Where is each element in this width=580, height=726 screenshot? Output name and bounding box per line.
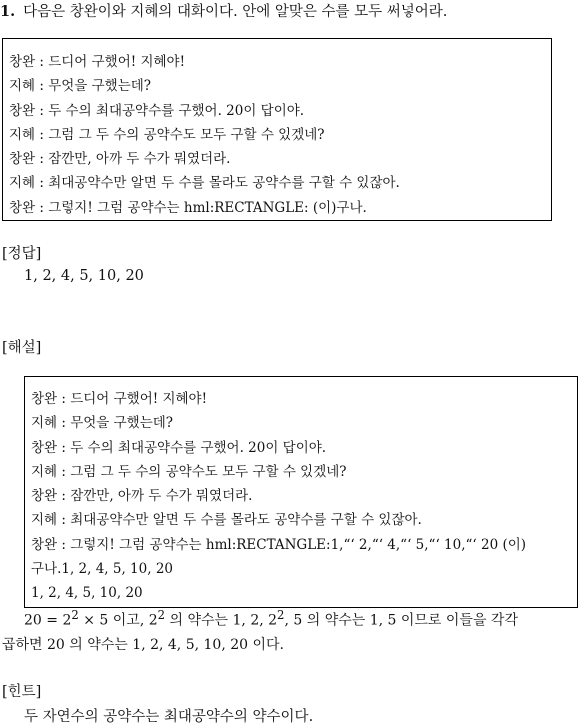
explanation-line: 창완 : 그렇지! 그럼 공약수는 hml:RECTANGLE:1,“‘ 2,“‘ 4,“‘ 5,“‘ 10,“‘ 20 (이) — [31, 536, 527, 553]
dialogue-line: 창완 : 잠깐만, 아까 두 수가 뭐였더라. — [9, 151, 231, 168]
hint-text: 두 자연수의 공약수는 최대공약수의 약수이다. — [24, 709, 314, 725]
question — [0, 0, 447, 21]
hint-label: [힌트] — [2, 684, 42, 700]
explanation-line: 구나.1, 2, 4, 5, 10, 20 — [31, 561, 173, 578]
explanation-line: 지혜 : 그럼 그 두 수의 공약수도 모두 구할 수 있겠네? — [31, 463, 347, 480]
dialogue-line: 지혜 : 무엇을 구했는데? — [9, 78, 152, 95]
explanation-line: 창완 : 드디어 구했어! 지혜야! — [31, 391, 208, 407]
explanation-line: 창완 : 잠깐만, 아까 두 수가 뭐였더라. — [31, 488, 253, 505]
dialogue-line: 창완 : 드디어 구했어! 지혜야! — [9, 54, 186, 70]
explanation-paragraph-line-1: $20 = 2^2 \times 5$ 이고, $2^2$ 의 약수는 1, 2, $2^2$, 5 의 약수는 1, 5 이므로 이들을 각각 — [24, 608, 518, 629]
answer-label: [정답] — [2, 246, 42, 262]
question-text: 다음은 창완이와 지혜의 대화이다. 안에 알맞은 수를 모두 써넣어라. — [23, 4, 448, 20]
dialogue-box — [2, 38, 552, 221]
explanation-line: 지혜 : 무엇을 구했는데? — [31, 415, 174, 432]
dialogue-line: 창완 : 그렇지! 그럼 공약수는 hml:RECTANGLE: (이)구나. — [9, 199, 367, 216]
explanation-line: 1, 2, 4, 5, 10, 20 — [31, 585, 143, 602]
explanation-line: 지혜 : 최대공약수만 알면 두 수를 몰라도 공약수를 구할 수 있잖아. — [31, 512, 422, 529]
explanation-box — [24, 376, 578, 608]
explanation-label: [해설] — [2, 340, 42, 356]
answer-value: 1, 2, 4, 5, 10, 20 — [24, 268, 144, 284]
dialogue-line: 지혜 : 그럼 그 두 수의 공약수도 모두 구할 수 있겠네? — [9, 126, 325, 143]
dialogue-line: 지혜 : 최대공약수만 알면 두 수를 몰라도 공약수를 구할 수 있잖아. — [9, 175, 400, 192]
explanation-paragraph-line-2: 곱하면 20 의 약수는 1, 2, 4, 5, 10, 20 이다. — [2, 637, 284, 653]
dialogue-line: 창완 : 두 수의 최대공약수를 구했어. 20이 답이야. — [9, 102, 305, 119]
explanation-line: 창완 : 두 수의 최대공약수를 구했어. 20이 답이야. — [31, 439, 327, 456]
question-number: 1. — [0, 3, 16, 20]
